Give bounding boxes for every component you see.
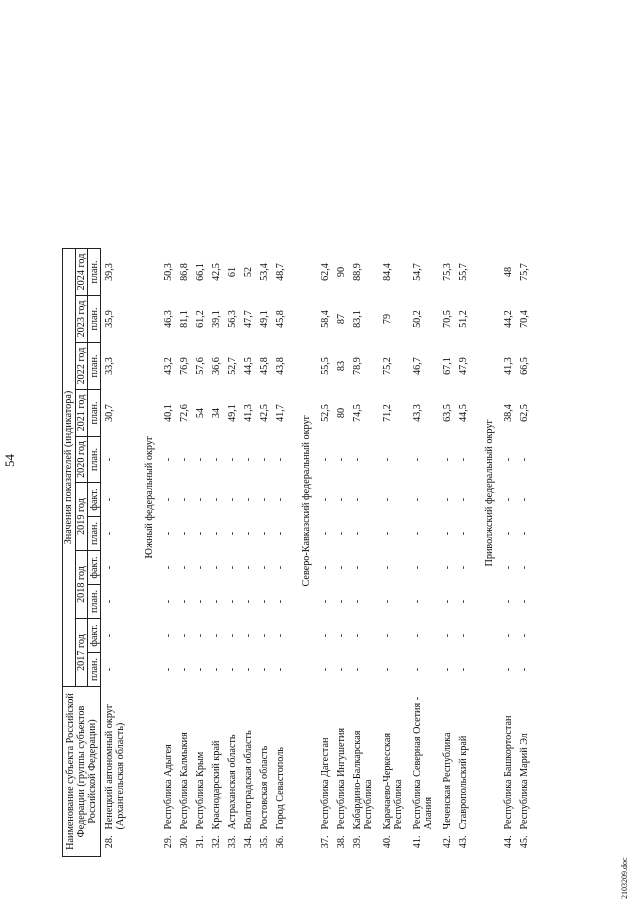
value-cell: - xyxy=(518,497,530,502)
value-cell: - xyxy=(382,457,393,462)
value-cell: 30,7 xyxy=(104,404,115,422)
value-cell: - xyxy=(226,565,238,570)
value-cell: 49,1 xyxy=(226,404,238,422)
value-cell: 43,3 xyxy=(412,404,423,422)
value-cell: 44,2 xyxy=(502,310,514,328)
value-cell: 34 xyxy=(210,407,222,419)
section-title: Южный федеральный округ xyxy=(143,435,155,559)
value-cell: - xyxy=(502,667,514,672)
value-cell: - xyxy=(226,531,238,536)
value-cell: 78,9 xyxy=(352,357,363,375)
value-cell: - xyxy=(162,497,174,502)
value-cell: 39,3 xyxy=(104,263,115,281)
row-index: 33. xyxy=(226,835,238,849)
plan-header: план. xyxy=(88,343,101,390)
value-cell: 51,2 xyxy=(457,310,469,328)
value-cell: 63,5 xyxy=(441,404,453,422)
value-cell: 54,7 xyxy=(412,263,423,281)
table-row xyxy=(516,249,532,857)
value-cell: 75,7 xyxy=(518,263,530,281)
row-index: 28. xyxy=(104,835,115,849)
value-cell: 55,5 xyxy=(319,357,331,375)
value-cell: - xyxy=(502,531,514,536)
value-cell: - xyxy=(382,531,393,536)
value-cell: - xyxy=(210,667,222,672)
value-cell: - xyxy=(258,565,270,570)
page-number: 54 xyxy=(2,454,17,467)
value-cell: 41,3 xyxy=(502,357,514,375)
value-cell: - xyxy=(162,667,174,672)
value-cell: - xyxy=(210,599,222,604)
value-cell: - xyxy=(502,497,514,502)
subject-name: Карачаево-Черкесская Республика xyxy=(382,732,404,830)
value-cell: - xyxy=(178,457,190,462)
value-cell: - xyxy=(162,633,174,638)
value-cell: 70,5 xyxy=(441,310,453,328)
value-cell: 42,5 xyxy=(210,263,222,281)
subject-column-header: Наименование субъекта Российской Федерации (группы субъектов Российской Федерации) xyxy=(63,687,101,857)
value-cell: 75,3 xyxy=(441,263,453,281)
value-cell: 61,2 xyxy=(194,310,206,328)
table-row xyxy=(240,249,256,857)
value-cell: - xyxy=(382,497,393,502)
value-cell: 83 xyxy=(335,360,347,372)
spacer-cell xyxy=(131,249,138,857)
value-cell: - xyxy=(274,633,286,638)
value-cell: 53,4 xyxy=(258,263,270,281)
table-row xyxy=(349,249,379,857)
value-cell: - xyxy=(242,599,254,604)
value-cell: - xyxy=(178,599,190,604)
value-cell: - xyxy=(274,497,286,502)
row-index: 39. xyxy=(352,835,363,849)
value-cell: - xyxy=(352,667,363,672)
year-header: 2019 год xyxy=(75,483,88,551)
row-index: 32. xyxy=(210,835,222,849)
spacer-row xyxy=(471,249,478,857)
row-index: 29. xyxy=(162,835,174,849)
value-cell: 52,7 xyxy=(226,357,238,375)
section-row xyxy=(138,249,160,857)
value-cell: - xyxy=(352,599,363,604)
table-row xyxy=(160,249,176,857)
subject-name: Республика Калмыкия xyxy=(178,732,190,830)
value-cell: 81,1 xyxy=(178,310,190,328)
value-cell: 58,4 xyxy=(319,310,331,328)
value-cell: - xyxy=(502,565,514,570)
value-cell: 39,1 xyxy=(210,310,222,328)
value-cell: - xyxy=(104,667,115,672)
value-cell: - xyxy=(104,599,115,604)
value-cell: - xyxy=(194,457,206,462)
spacer-row xyxy=(131,249,138,857)
section-title: Северо-Кавказский федеральный округ xyxy=(300,415,312,587)
table-row xyxy=(176,249,192,857)
value-cell: 79 xyxy=(382,313,393,325)
value-cell: - xyxy=(412,457,423,462)
value-cell: - xyxy=(412,599,423,604)
value-cell: - xyxy=(518,633,530,638)
value-cell: 43,8 xyxy=(274,357,286,375)
value-cell: - xyxy=(352,457,363,462)
subject-name: Ненецкий автономный округ (Архангельская область) xyxy=(104,703,126,830)
section-pad xyxy=(138,687,160,857)
fact-header: факт. xyxy=(88,551,101,585)
value-cell: - xyxy=(274,531,286,536)
value-cell: - xyxy=(382,599,393,604)
value-cell: - xyxy=(441,531,453,536)
value-cell: - xyxy=(457,565,469,570)
section-title: Приволжский федеральный округ xyxy=(483,419,495,567)
value-cell: - xyxy=(412,497,423,502)
value-cell: - xyxy=(194,667,206,672)
value-cell: - xyxy=(518,599,530,604)
row-index: 34. xyxy=(242,835,254,849)
value-cell: - xyxy=(194,531,206,536)
plan-header: план. xyxy=(88,249,101,296)
value-cell: 71,2 xyxy=(382,404,393,422)
value-cell: - xyxy=(335,457,347,462)
year-header: 2021 год xyxy=(75,390,88,437)
year-header: 2020 год xyxy=(75,437,88,483)
table-row xyxy=(379,249,409,857)
table-row xyxy=(439,249,455,857)
footer-filename: 2103209.doc xyxy=(620,857,629,899)
value-cell: - xyxy=(162,565,174,570)
value-cell: - xyxy=(335,667,347,672)
subject-name: Волгоградская область xyxy=(242,730,254,830)
value-cell: 87 xyxy=(335,313,347,325)
value-cell: - xyxy=(258,531,270,536)
value-cell: - xyxy=(352,633,363,638)
value-cell: - xyxy=(210,633,222,638)
value-cell: - xyxy=(441,633,453,638)
value-cell: 66,5 xyxy=(518,357,530,375)
value-cell: - xyxy=(242,667,254,672)
spacer-cell xyxy=(288,249,295,857)
row-index: 40. xyxy=(382,835,393,849)
value-cell: - xyxy=(162,531,174,536)
value-cell: - xyxy=(178,565,190,570)
value-cell: - xyxy=(194,497,206,502)
row-index: 35. xyxy=(258,835,270,849)
subject-name: Республика Ингушетия xyxy=(335,727,347,830)
section-row xyxy=(478,249,500,857)
section-row xyxy=(295,249,317,857)
value-cell: - xyxy=(457,531,469,536)
value-cell: - xyxy=(518,667,530,672)
plan-header: план. xyxy=(88,437,101,483)
value-cell: - xyxy=(226,633,238,638)
value-cell: 80 xyxy=(335,407,347,419)
value-cell: - xyxy=(210,531,222,536)
plan-header: план. xyxy=(88,517,101,551)
value-cell: - xyxy=(104,633,115,638)
value-cell: 74,5 xyxy=(352,404,363,422)
value-cell: - xyxy=(178,633,190,638)
subject-name: Ростовская область xyxy=(258,745,270,830)
value-cell: - xyxy=(502,599,514,604)
value-cell: 83,1 xyxy=(352,310,363,328)
value-cell: - xyxy=(319,497,331,502)
value-cell: - xyxy=(457,457,469,462)
value-cell: 50,3 xyxy=(162,263,174,281)
subject-name: Ставропольский край xyxy=(457,735,469,830)
section-pad xyxy=(295,687,317,857)
value-cell: 62,4 xyxy=(319,263,331,281)
table-body xyxy=(101,249,533,857)
value-cell: 55,7 xyxy=(457,263,469,281)
value-cell: - xyxy=(258,599,270,604)
value-cell: - xyxy=(104,457,115,462)
value-cell: 36,6 xyxy=(210,357,222,375)
year-header: 2024 год xyxy=(75,249,88,296)
value-cell: - xyxy=(352,565,363,570)
value-cell: 72,6 xyxy=(178,404,190,422)
table-row xyxy=(500,249,516,857)
value-cell: 47,9 xyxy=(457,357,469,375)
value-cell: - xyxy=(242,633,254,638)
value-cell: - xyxy=(441,599,453,604)
value-cell: - xyxy=(502,457,514,462)
value-cell: 70,4 xyxy=(518,310,530,328)
row-index: 43. xyxy=(457,835,469,849)
value-cell: - xyxy=(518,457,530,462)
value-cell: - xyxy=(441,497,453,502)
subject-name: Республика Башкортостан xyxy=(502,715,514,830)
value-cell: - xyxy=(258,497,270,502)
table-row xyxy=(224,249,240,857)
value-cell: - xyxy=(441,457,453,462)
value-cell: 76,9 xyxy=(178,357,190,375)
subject-name: Астраханская область xyxy=(226,734,238,830)
value-cell: - xyxy=(412,565,423,570)
spacer-cell xyxy=(471,249,478,857)
value-cell: - xyxy=(319,667,331,672)
subject-name: Республика Северная Осетия - Алания xyxy=(412,696,434,830)
value-cell: 45,8 xyxy=(274,310,286,328)
value-cell: - xyxy=(352,531,363,536)
row-index: 31. xyxy=(194,835,206,849)
value-cell: - xyxy=(274,599,286,604)
value-cell: - xyxy=(335,565,347,570)
value-cell: - xyxy=(457,667,469,672)
value-cell: - xyxy=(518,565,530,570)
value-cell: 75,2 xyxy=(382,357,393,375)
value-cell: 35,9 xyxy=(104,310,115,328)
value-cell: 52 xyxy=(242,266,254,278)
subject-name: Республика Дагестан xyxy=(319,737,331,830)
value-cell: - xyxy=(518,531,530,536)
value-cell: - xyxy=(178,667,190,672)
value-cell: 41,7 xyxy=(274,404,286,422)
fact-header: факт. xyxy=(88,483,101,517)
value-cell: - xyxy=(210,457,222,462)
value-cell: 57,6 xyxy=(194,357,206,375)
value-cell: 50,2 xyxy=(412,310,423,328)
table-row xyxy=(256,249,272,857)
value-cell: 44,5 xyxy=(242,357,254,375)
row-index: 37. xyxy=(319,835,331,849)
value-cell: 61 xyxy=(226,266,238,278)
value-cell: - xyxy=(457,599,469,604)
value-cell: 88,9 xyxy=(352,263,363,281)
plan-header: план. xyxy=(88,585,101,619)
value-cell: - xyxy=(162,457,174,462)
row-index: 42. xyxy=(441,835,453,849)
value-cell: - xyxy=(457,633,469,638)
table-row xyxy=(101,249,132,857)
indicator-table xyxy=(62,248,532,857)
value-cell: 66,1 xyxy=(194,263,206,281)
value-cell: - xyxy=(319,633,331,638)
value-cell: - xyxy=(258,667,270,672)
value-cell: - xyxy=(335,633,347,638)
value-cell: 62,5 xyxy=(518,404,530,422)
table-row xyxy=(455,249,471,857)
fact-header: факт. xyxy=(88,619,101,653)
value-cell: - xyxy=(178,531,190,536)
value-cell: - xyxy=(319,531,331,536)
section-pad xyxy=(478,687,500,857)
value-cell: 67,1 xyxy=(441,357,453,375)
value-cell: 48 xyxy=(502,266,514,278)
table-row xyxy=(333,249,349,857)
value-cell: - xyxy=(335,497,347,502)
value-cell: - xyxy=(258,457,270,462)
subject-name: Чеченская Республика xyxy=(441,732,453,830)
table-row xyxy=(208,249,224,857)
row-index: 41. xyxy=(412,835,423,849)
value-cell: 41,3 xyxy=(242,404,254,422)
value-cell: 86,8 xyxy=(178,263,190,281)
value-cell: 42,5 xyxy=(258,404,270,422)
value-cell: 46,7 xyxy=(412,357,423,375)
value-cell: - xyxy=(274,457,286,462)
value-cell: - xyxy=(441,565,453,570)
value-cell: 43,2 xyxy=(162,357,174,375)
plan-header: план. xyxy=(88,653,101,687)
value-cell: - xyxy=(104,565,115,570)
value-cell: - xyxy=(242,565,254,570)
value-cell: - xyxy=(412,667,423,672)
year-header: 2022 год xyxy=(75,343,88,390)
value-cell: - xyxy=(210,565,222,570)
value-cell: - xyxy=(104,531,115,536)
value-cell: - xyxy=(210,497,222,502)
subject-name: Кабардино-Балкарская Республика xyxy=(352,730,374,830)
value-cell: - xyxy=(382,667,393,672)
value-cell: 44,5 xyxy=(457,404,469,422)
value-cell: - xyxy=(226,457,238,462)
row-index: 36. xyxy=(274,835,286,849)
value-cell: - xyxy=(335,531,347,536)
table-row xyxy=(192,249,208,857)
value-cell: - xyxy=(274,667,286,672)
subject-name: Республика Крым xyxy=(194,751,206,830)
row-index: 30. xyxy=(178,835,190,849)
value-cell: 90 xyxy=(335,266,347,278)
value-cell: - xyxy=(382,565,393,570)
value-cell: 48,7 xyxy=(274,263,286,281)
value-cell: - xyxy=(104,497,115,502)
value-cell: 56,3 xyxy=(226,310,238,328)
table-row xyxy=(272,249,288,857)
value-cell: - xyxy=(194,599,206,604)
value-cell: - xyxy=(226,599,238,604)
value-cell: - xyxy=(226,497,238,502)
value-cell: - xyxy=(162,599,174,604)
spacer-row xyxy=(288,249,295,857)
value-cell: 40,1 xyxy=(162,404,174,422)
value-cell: 52,5 xyxy=(319,404,331,422)
plan-header: план. xyxy=(88,296,101,343)
value-cell: - xyxy=(226,667,238,672)
table-row xyxy=(409,249,439,857)
value-cell: 47,7 xyxy=(242,310,254,328)
value-cell: - xyxy=(457,497,469,502)
value-cell: - xyxy=(242,497,254,502)
subject-name: Республика Адыгея xyxy=(162,744,174,830)
year-header: 2017 год xyxy=(75,619,88,687)
value-cell: 84,4 xyxy=(382,263,393,281)
year-header: 2018 год xyxy=(75,551,88,619)
value-cell: - xyxy=(274,565,286,570)
value-cell: - xyxy=(258,633,270,638)
value-cell: - xyxy=(412,633,423,638)
value-cell: - xyxy=(412,531,423,536)
table-row xyxy=(317,249,333,857)
value-cell: - xyxy=(319,599,331,604)
indicator-group-header: Значения показателей (индикатора) xyxy=(63,249,76,687)
value-cell: - xyxy=(502,633,514,638)
value-cell: - xyxy=(335,599,347,604)
value-cell: - xyxy=(441,667,453,672)
value-cell: - xyxy=(319,457,331,462)
subject-name: Республика Марий Эл xyxy=(518,733,530,830)
value-cell: 49,1 xyxy=(258,310,270,328)
value-cell: - xyxy=(382,633,393,638)
value-cell: - xyxy=(194,565,206,570)
table-header xyxy=(63,249,101,857)
value-cell: 46,3 xyxy=(162,310,174,328)
year-header: 2023 год xyxy=(75,296,88,343)
subject-name: Город Севастополь xyxy=(274,747,286,830)
value-cell: - xyxy=(178,497,190,502)
value-cell: 54 xyxy=(194,407,206,419)
row-index: 44. xyxy=(502,835,514,849)
value-cell: - xyxy=(319,565,331,570)
value-cell: - xyxy=(352,497,363,502)
subject-name: Краснодарский край xyxy=(210,740,222,830)
value-cell: - xyxy=(242,531,254,536)
row-index: 38. xyxy=(335,835,347,849)
value-cell: 33,3 xyxy=(104,357,115,375)
value-cell: - xyxy=(194,633,206,638)
row-index: 45. xyxy=(518,835,530,849)
plan-header: план. xyxy=(88,390,101,437)
value-cell: 38,4 xyxy=(502,404,514,422)
value-cell: - xyxy=(242,457,254,462)
value-cell: 45,8 xyxy=(258,357,270,375)
